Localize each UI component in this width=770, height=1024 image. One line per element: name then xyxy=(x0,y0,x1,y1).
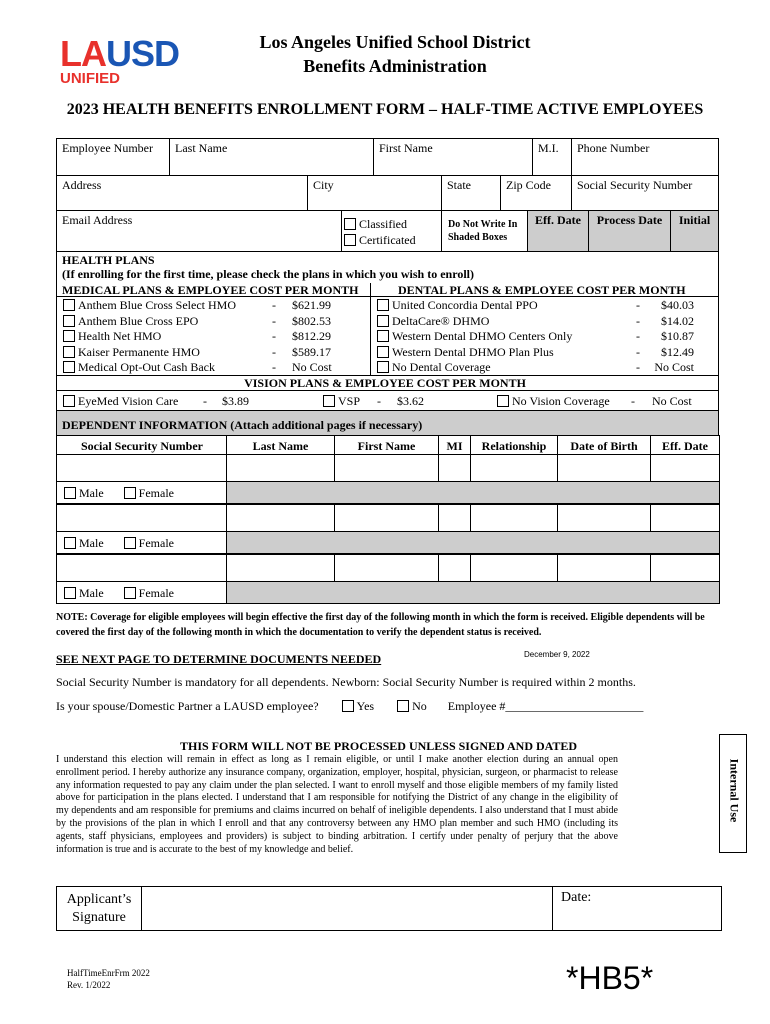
dependent-shaded-cell xyxy=(226,531,720,554)
date-stamp: December 9, 2022 xyxy=(524,650,590,659)
spouse-question-row xyxy=(56,699,643,714)
vision-plan-name: No Vision Coverage xyxy=(512,394,610,408)
internal-use-box xyxy=(719,734,747,853)
dependent-input-cell[interactable] xyxy=(334,504,439,532)
medical-plan-cost: $589.17 xyxy=(292,344,331,359)
medical-plan-option[interactable] xyxy=(63,298,236,313)
spouse-question: Is your spouse/Domestic Partner a LAUSD employee? xyxy=(56,699,319,713)
medical-plan-checkbox[interactable] xyxy=(63,361,75,373)
city-field[interactable]: City xyxy=(307,175,442,211)
vision-divider-bottom xyxy=(56,390,719,391)
dependent-shaded-cell xyxy=(226,481,720,504)
lausd-logo xyxy=(60,33,210,87)
logo-letter-l: L xyxy=(60,33,81,74)
medical-plan-name: Medical Opt-Out Cash Back xyxy=(78,360,215,374)
internal-use-label: Internal Use xyxy=(727,758,742,823)
dependent-input-cell[interactable] xyxy=(650,454,720,482)
ssn-field[interactable]: Social Security Number xyxy=(571,175,719,211)
dependents-column-header xyxy=(334,435,439,455)
dependents-column-label: Relationship xyxy=(481,439,547,453)
gender-male-label: Male xyxy=(79,486,104,500)
state-field[interactable]: State xyxy=(441,175,501,211)
dental-plan-name: DeltaCare® DHMO xyxy=(392,313,490,328)
dependent-input-cell[interactable] xyxy=(334,554,439,582)
logo-letter-a: A xyxy=(81,33,106,74)
dental-plan-option[interactable] xyxy=(377,298,538,313)
dependents-column-label: Date of Birth xyxy=(570,439,638,453)
zip-field[interactable]: Zip Code xyxy=(500,175,572,211)
dental-plan-dash: - xyxy=(636,344,640,359)
dependent-input-cell[interactable] xyxy=(470,454,558,482)
gender-male-option[interactable] xyxy=(64,486,104,500)
health-plans-title: HEALTH PLANS xyxy=(62,253,155,267)
vision-plan-option[interactable] xyxy=(323,394,360,409)
form-title: 2023 HEALTH BENEFITS ENROLLMENT FORM – HALF-TIME ACTIVE EMPLOYEES xyxy=(66,101,704,118)
dental-plan-checkbox[interactable] xyxy=(377,315,389,327)
dependent-input-cell[interactable] xyxy=(226,554,335,582)
dental-plan-checkbox[interactable] xyxy=(377,361,389,373)
logo-letters-usd: USD xyxy=(106,33,180,74)
dental-plan-dash: - xyxy=(636,360,640,374)
signature-field[interactable] xyxy=(141,886,553,931)
email-field[interactable]: Email Address xyxy=(56,210,342,252)
plans-column-divider xyxy=(370,283,371,375)
medical-plan-name: Anthem Blue Cross EPO xyxy=(78,313,199,328)
dependents-title-bar xyxy=(56,410,719,436)
medical-plan-cost: No Cost xyxy=(292,360,332,374)
medical-plan-checkbox[interactable] xyxy=(63,346,75,358)
spouse-employee-number[interactable]: Employee #_______________________ xyxy=(447,699,644,713)
dependent-input-cell[interactable] xyxy=(557,504,651,532)
gender-female-checkbox[interactable] xyxy=(124,487,136,499)
dental-plan-cost: $10.87 xyxy=(661,329,694,343)
plans-divider xyxy=(56,296,719,297)
medical-plan-dash: - xyxy=(272,298,276,312)
dependents-column-label: Social Security Number xyxy=(81,439,203,453)
do-not-write-note: Do Not Write In Shaded Boxes xyxy=(441,210,528,252)
dependent-input-cell[interactable] xyxy=(557,554,651,582)
dependents-column-label: Eff. Date xyxy=(662,439,708,453)
dependent-input-cell[interactable] xyxy=(470,554,558,582)
gender-male-option[interactable] xyxy=(64,586,104,600)
dependents-column-header xyxy=(438,435,471,455)
certificated-checkbox[interactable] xyxy=(344,234,356,246)
dental-plan-cost: $14.02 xyxy=(661,313,694,328)
dependents-column-header xyxy=(56,435,227,455)
employee-type-cell xyxy=(341,210,442,252)
dependent-input-cell[interactable] xyxy=(226,504,335,532)
address-field[interactable]: Address xyxy=(56,175,308,211)
dental-plan-cost: No Cost xyxy=(654,360,694,374)
medical-plan-name: Anthem Blue Cross Select HMO xyxy=(78,298,236,312)
spouse-no-option[interactable]: No xyxy=(397,699,427,713)
vision-plan-cost: $3.89 xyxy=(222,394,249,408)
department-name: Benefits Administration xyxy=(303,56,487,76)
vision-plan-dash: - xyxy=(203,394,207,408)
vision-plan-option[interactable] xyxy=(497,394,610,409)
dependents-column-label: Last Name xyxy=(252,439,309,453)
vision-header: VISION PLANS & EMPLOYEE COST PER MONTH xyxy=(244,376,526,390)
medical-plan-dash: - xyxy=(272,329,276,343)
medical-plan-option[interactable] xyxy=(63,314,198,329)
dependent-input-cell[interactable] xyxy=(334,454,439,482)
vision-plan-checkbox[interactable] xyxy=(497,395,509,407)
legal-authorization-text: I understand this election will remain in effect as long as I remain eligible, or until I make another election during an annual open enrollment period. I hereby authorize any insurance company, organization, employer, hospital, physician, surgeon, or pharmacist to release any information requested to pay any claim under the plan selected. I want to enroll myself and those eligible members of my family listed above for participation in the plans elected. I understand that I am responsible for notifying the District of any change in the eligibility of my dependents and am responsible for premiums and claims incurred on behalf of ineligible dependents. I also understand that I must abide by the provisions of the plan in which I enroll and that any controversy between any HMO plan member and such HMO (including its agents, staff physicians, employees and providers) is subject to binding arbitration. I certify under penalty of perjury that the above information is true and is accurate to the best of my knowledge and belief. xyxy=(56,754,618,855)
dependent-input-cell[interactable] xyxy=(438,554,471,582)
dependent-input-cell[interactable] xyxy=(56,504,227,532)
spouse-no-checkbox[interactable] xyxy=(397,700,409,712)
medical-plan-name: Kaiser Permanente HMO xyxy=(78,344,200,359)
signature-label-cell: Applicant’s Signature xyxy=(56,886,142,931)
medical-plan-option[interactable] xyxy=(63,329,161,344)
gender-female-option[interactable] xyxy=(124,536,174,550)
gender-male-checkbox[interactable] xyxy=(64,537,76,549)
gender-female-label: Female xyxy=(138,586,174,600)
mi-field[interactable]: M.I. xyxy=(532,138,572,176)
date-field[interactable]: Date: xyxy=(552,886,722,931)
dependents-column-header xyxy=(650,435,720,455)
gender-female-option[interactable] xyxy=(124,586,174,600)
dental-plan-name: No Dental Coverage xyxy=(392,360,491,374)
dental-plan-dash: - xyxy=(636,329,640,343)
medical-plan-option[interactable] xyxy=(63,345,200,360)
gender-female-label: Female xyxy=(138,486,174,500)
dental-plan-dash: - xyxy=(636,298,640,312)
not-processed-warning: THIS FORM WILL NOT BE PROCESSED UNLESS SIGNED AND DATED xyxy=(180,739,578,753)
dependents-column-label: MI xyxy=(446,439,463,453)
employee-number-field[interactable]: Employee Number xyxy=(56,138,170,176)
vision-plan-checkbox[interactable] xyxy=(323,395,335,407)
vision-plan-dash: - xyxy=(377,394,381,408)
vision-plan-cost: No Cost xyxy=(652,394,692,408)
dependent-input-cell[interactable] xyxy=(438,454,471,482)
barcode-text: *HB5* xyxy=(566,960,654,996)
medical-plan-cost: $802.53 xyxy=(292,313,331,328)
dental-plan-option[interactable] xyxy=(377,329,572,344)
gender-female-checkbox[interactable] xyxy=(124,587,136,599)
form-revision: Rev. 1/2022 xyxy=(67,980,111,990)
gender-male-label: Male xyxy=(79,586,104,600)
gender-female-label: Female xyxy=(138,536,174,550)
spouse-yes-option[interactable]: Yes xyxy=(342,699,374,713)
dental-plan-name: Western Dental DHMO Centers Only xyxy=(392,329,573,343)
logo-unified: UNIFIED xyxy=(60,70,120,87)
gender-female-option[interactable] xyxy=(124,486,174,500)
dependent-input-cell[interactable] xyxy=(438,504,471,532)
dental-plan-name: Western Dental DHMO Plan Plus xyxy=(392,344,554,359)
gender-male-checkbox[interactable] xyxy=(64,587,76,599)
dental-plan-cost: $12.49 xyxy=(661,344,694,359)
dependent-input-cell[interactable] xyxy=(56,454,227,482)
vision-plan-cost: $3.62 xyxy=(397,394,424,408)
district-name: Los Angeles Unified School District xyxy=(259,32,531,52)
coverage-note: NOTE: Coverage for eligible employees will begin effective the first day of the following month in which the form is received. Eligible dependents will be covered the first day of the following month in which the documentation to verify the dependent status is received. xyxy=(56,612,705,638)
eff-date-box: Eff. Date xyxy=(527,210,589,252)
phone-field[interactable]: Phone Number xyxy=(571,138,719,176)
form-id: HalfTimeEnrFrm 2022 xyxy=(67,968,150,978)
medical-plan-cost: $812.29 xyxy=(292,329,331,343)
dependent-input-cell[interactable] xyxy=(650,554,720,582)
dependents-column-label: First Name xyxy=(357,439,416,453)
dental-plan-checkbox[interactable] xyxy=(377,330,389,342)
vision-plan-option[interactable] xyxy=(63,394,178,409)
certificated-option[interactable]: Certificated xyxy=(344,233,436,248)
dependent-input-cell[interactable] xyxy=(470,504,558,532)
medical-plan-dash: - xyxy=(272,360,276,374)
medical-plan-dash: - xyxy=(272,344,276,359)
spouse-yes-checkbox[interactable] xyxy=(342,700,354,712)
dental-plan-cost: $40.03 xyxy=(661,298,694,312)
classified-option[interactable]: Classified xyxy=(344,217,436,232)
dependent-input-cell[interactable] xyxy=(56,554,227,582)
process-date-box: Process Date xyxy=(588,210,671,252)
dental-plan-dash: - xyxy=(636,313,640,328)
dental-plan-option[interactable] xyxy=(377,345,554,360)
vision-plan-name: EyeMed Vision Care xyxy=(78,394,179,408)
dependents-column-header xyxy=(557,435,651,455)
last-name-field[interactable]: Last Name xyxy=(169,138,374,176)
medical-plan-dash: - xyxy=(272,313,276,328)
gender-female-checkbox[interactable] xyxy=(124,537,136,549)
dental-plan-option[interactable] xyxy=(377,360,491,375)
medical-plan-name: Health Net HMO xyxy=(78,329,162,343)
dependents-column-header xyxy=(470,435,558,455)
dependent-gender-cell xyxy=(56,531,227,554)
dental-header: DENTAL PLANS & EMPLOYEE COST PER MONTH xyxy=(398,283,686,297)
medical-plan-cost: $621.99 xyxy=(292,298,331,312)
dependent-input-cell[interactable] xyxy=(226,454,335,482)
vision-plan-dash: - xyxy=(631,394,635,408)
medical-plan-checkbox[interactable] xyxy=(63,315,75,327)
vision-plan-checkbox[interactable] xyxy=(63,395,75,407)
dental-plan-checkbox[interactable] xyxy=(377,346,389,358)
vision-plan-name: VSP xyxy=(338,394,361,408)
initial-box: Initial xyxy=(670,210,719,252)
medical-plan-checkbox[interactable] xyxy=(63,330,75,342)
dependent-gender-cell xyxy=(56,581,227,604)
dependents-title: DEPENDENT INFORMATION (Attach additional pages if necessary) xyxy=(62,418,423,432)
medical-plan-checkbox[interactable] xyxy=(63,299,75,311)
ssn-mandatory-note: Social Security Number is mandatory for all dependents. Newborn: Social Security Number is required within 2 months. xyxy=(56,675,636,689)
gender-male-checkbox[interactable] xyxy=(64,487,76,499)
classified-checkbox[interactable] xyxy=(344,218,356,230)
dental-plan-name: United Concordia Dental PPO xyxy=(392,298,538,312)
first-name-field[interactable]: First Name xyxy=(373,138,533,176)
see-next-page: SEE NEXT PAGE TO DETERMINE DOCUMENTS NEEDED xyxy=(56,652,382,666)
dental-plan-option[interactable] xyxy=(377,314,489,329)
health-plans-subtitle: (If enrolling for the first time, please check the plans in which you wish to enroll) xyxy=(62,267,474,281)
dependent-input-cell[interactable] xyxy=(557,454,651,482)
gender-male-label: Male xyxy=(79,536,104,550)
dependent-input-cell[interactable] xyxy=(650,504,720,532)
dependents-column-header xyxy=(226,435,335,455)
gender-male-option[interactable] xyxy=(64,536,104,550)
dependent-shaded-cell xyxy=(226,581,720,604)
medical-header: MEDICAL PLANS & EMPLOYEE COST PER MONTH xyxy=(62,283,359,297)
dental-plan-checkbox[interactable] xyxy=(377,299,389,311)
dependent-gender-cell xyxy=(56,481,227,504)
medical-plan-option[interactable] xyxy=(63,360,215,375)
